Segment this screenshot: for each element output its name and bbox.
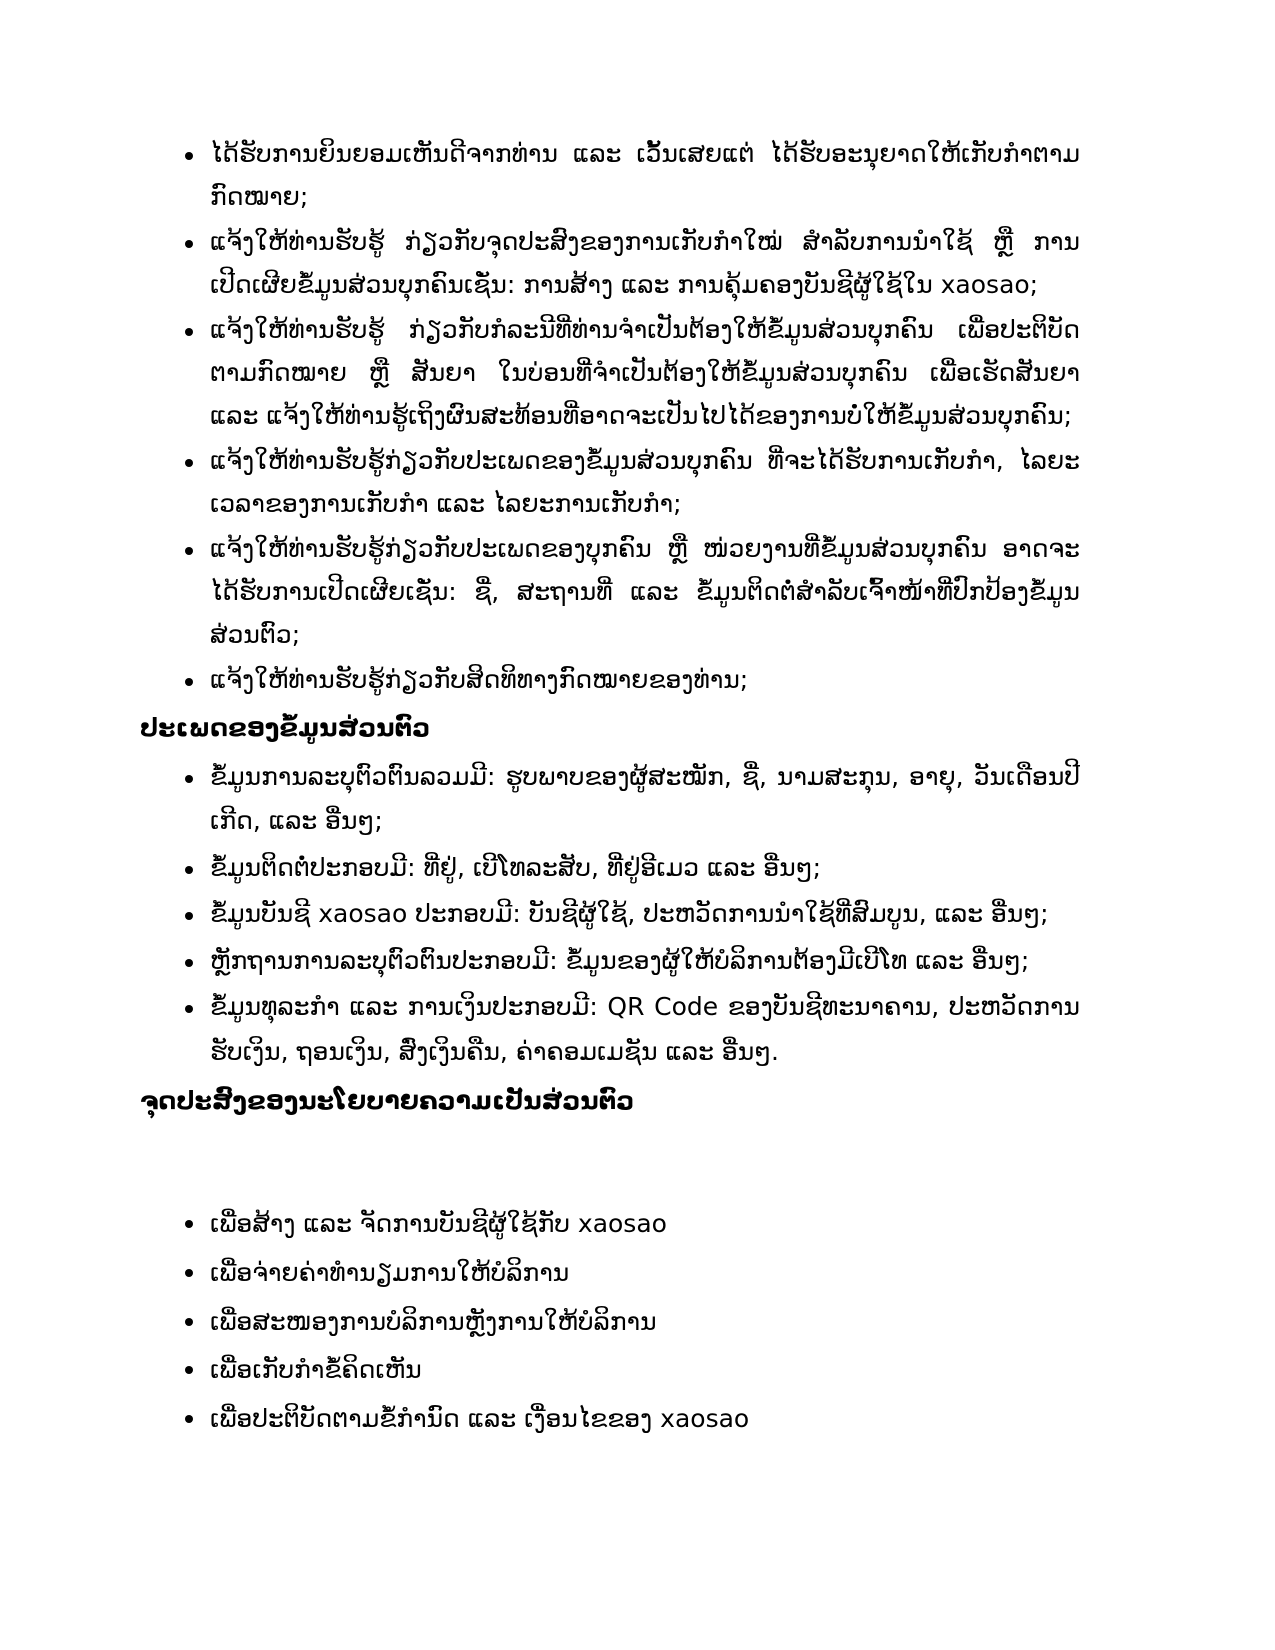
list-item: ເພື່ອປະຕິບັດຕາມຂໍ້ກຳນົດ ແລະ ເງື່ອນໄຂຂອງ xaosao	[140, 1395, 1080, 1444]
list-item: ຂໍ້ມູນຕິດຕໍ່ປະກອບມີ: ທີ່ຢູ່, ເບີໂທລະສັບ, ທີ່ຢູ່ອີເມວ ແລະ ອື່ນໆ;	[140, 846, 1080, 891]
list-item: ຂໍ້ມູນບັນຊີ xaosao ປະກອບມີ: ບັນຊີຜູ້ໃຊ້, ປະຫວັດການນຳໃຊ້ທີ່ສົມບູນ, ແລະ ອື່ນໆ;	[140, 892, 1080, 937]
consent-rights-list	[140, 132, 1080, 701]
list-item: ເພື່ອເກັບກຳຂໍ້ຄິດເຫັນ	[140, 1346, 1080, 1395]
privacy-policy-purpose-heading: ຈຸດປະສົງຂອງນະໂຍບາຍຄວາມເປັນສ່ວນຕົວ	[140, 1086, 635, 1116]
list-item: ເພື່ອຈ່າຍຄ່າທຳນຽມການໃຫ້ບໍລິການ	[140, 1249, 1080, 1298]
personal-data-types-list	[140, 755, 1080, 1075]
list-item: ຂໍ້ມູນທຸລະກຳ ແລະ ການເງິນປະກອບມີ: QR Code ຂອງບັນຊີທະນາຄານ, ປະຫວັດການຮັບເງິນ, ຖອນເງິນ, ສົ່ງເງິນຄືນ, ຄ່າຄອມເມຊັນ ແລະ ອື່ນໆ.	[140, 985, 1080, 1074]
list-item: ແຈ້ງໃຫ້ທ່ານຮັບຮູ້ກ່ຽວກັບປະເພດຂອງຂໍ້ມູນສ່ວນບຸກຄົນ ທີ່ຈະໄດ້ຮັບການເກັບກຳ, ໄລຍະເວລາຂອງການເກັບກຳ ແລະ ໄລຍະການເກັບກຳ;	[140, 439, 1080, 525]
list-item: ຫຼັກຖານການລະບຸຕົວຕົນປະກອບມີ: ຂໍ້ມູນຂອງຜູ້ໃຫ້ບໍລິການຕ້ອງມີເບີໂທ ແລະ ອື່ນໆ;	[140, 939, 1080, 984]
list-item: ເພື່ອສະໜອງການບໍລິການຫຼັງການໃຫ້ບໍລິການ	[140, 1298, 1080, 1347]
list-item: ແຈ້ງໃຫ້ທ່ານຮັບຮູ້ ກ່ຽວກັບຈຸດປະສົງຂອງການເກັບກຳໃໝ່ ສຳລັບການນຳໃຊ້ ຫຼື ການເປີດເຜີຍຂໍ້ມູນສ່ວນບຸກຄົນເຊັ່ນ: ການສ້າງ ແລະ ການຄຸ້ມຄອງບັນຊີຜູ້ໃຊ້ໃນ xaosao;	[140, 220, 1080, 306]
personal-data-types-heading: ປະເພດຂອງຂໍ້ມູນສ່ວນຕົວ	[140, 713, 431, 742]
purpose-heading-spacer	[140, 1122, 1080, 1200]
document-body	[140, 132, 1080, 1444]
list-item: ໄດ້ຮັບການຍິນຍອມເຫັນດີຈາກທ່ານ ແລະ ເວັ້ນເສຍແຕ່ ໄດ້ຮັບອະນຸຍາດໃຫ້ເກັບກຳຕາມກົດໝາຍ;	[140, 132, 1080, 218]
list-item: ຂໍ້ມູນການລະບຸຕົວຕົນລວມມີ: ຮູບພາບຂອງຜູ້ສະໝັກ, ຊື່, ນາມສະກຸນ, ອາຍຸ, ວັນເດືອນປີເກີດ, ແລະ ອື່ນໆ;	[140, 755, 1080, 844]
list-item: ແຈ້ງໃຫ້ທ່ານຮັບຮູ້ກ່ຽວກັບສິດທິທາງກົດໝາຍຂອງທ່ານ;	[140, 658, 1080, 701]
list-item: ເພື່ອສ້າງ ແລະ ຈັດການບັນຊີຜູ້ໃຊ້ກັບ xaosao	[140, 1200, 1080, 1249]
privacy-policy-purpose-list	[140, 1200, 1080, 1444]
list-item: ແຈ້ງໃຫ້ທ່ານຮັບຮູ້ ກ່ຽວກັບກໍລະນີທີ່ທ່ານຈຳເປັນຕ້ອງໃຫ້ຂໍ້ມູນສ່ວນບຸກຄົນ ເພື່ອປະຕິບັດຕາມກົດໝາຍ ຫຼື ສັນຍາ ໃນບ່ອນທີ່ຈຳເປັນຕ້ອງໃຫ້ຂໍ້ມູນສ່ວນບຸກຄົນ ເພື່ອເຮັດສັນຍາ ແລະ ແຈ້ງໃຫ້ທ່ານຮູ້ເຖິງຜົນສະທ້ອນທີ່ອາດຈະເປັນໄປໄດ້ຂອງການບໍ່ໃຫ້ຂໍ້ມູນສ່ວນບຸກຄົນ;	[140, 308, 1080, 437]
list-item: ແຈ້ງໃຫ້ທ່ານຮັບຮູ້ກ່ຽວກັບປະເພດຂອງບຸກຄົນ ຫຼື ໜ່ວຍງານທີ່ຂໍ້ມູນສ່ວນບຸກຄົນ ອາດຈະໄດ້ຮັບການເປີດເຜີຍເຊັ່ນ: ຊື່, ສະຖານທີ່ ແລະ ຂໍ້ມູນຕິດຕໍ່ສຳລັບເຈົ້າໜ້າທີ່ປົກປ້ອງຂໍ້ມູນສ່ວນຕົວ;	[140, 527, 1080, 656]
